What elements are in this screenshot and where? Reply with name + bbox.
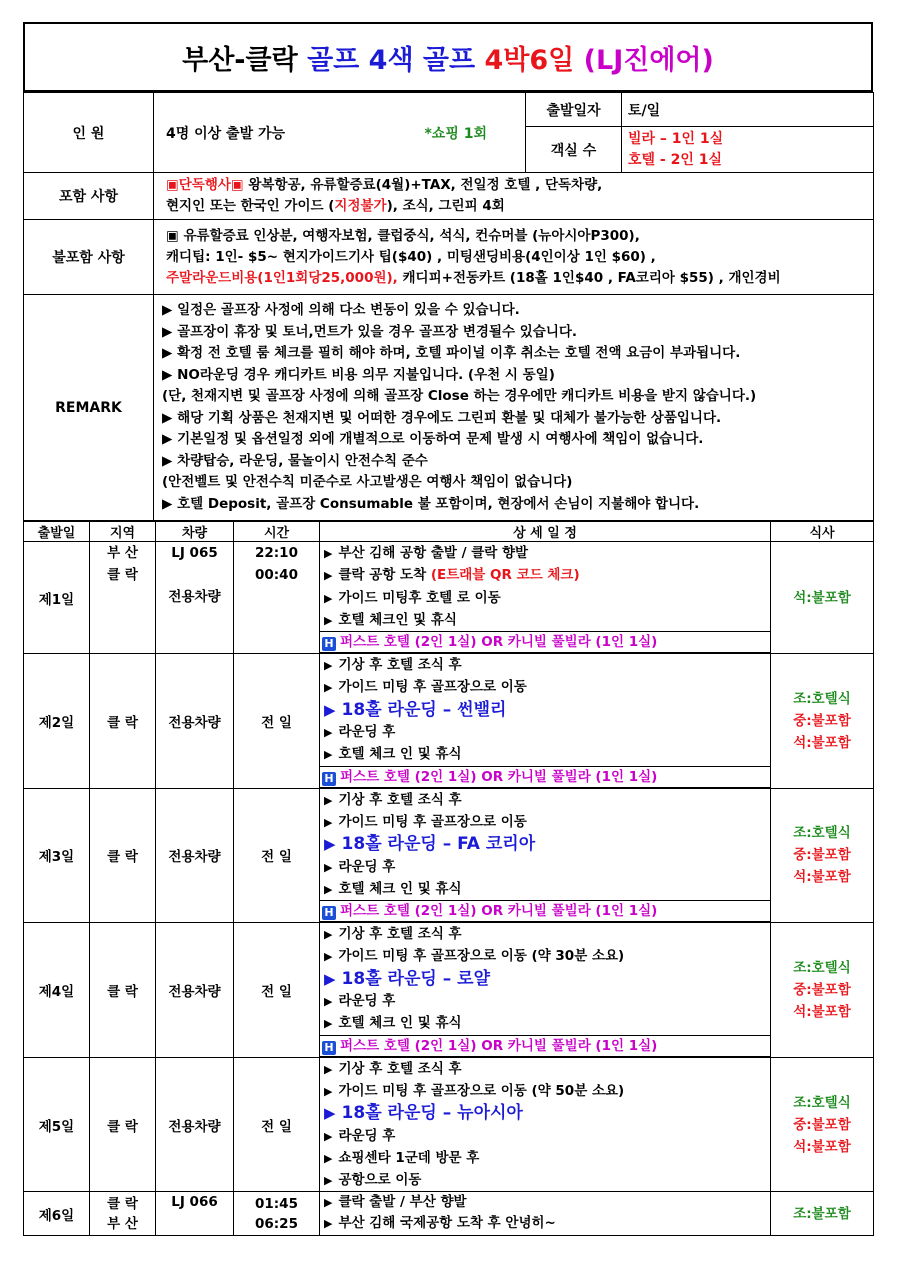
list-item: ▶ 가이드 미팅 후 골프장으로 이동 (약 50분 소요) (320, 1080, 770, 1102)
meal: 조:호텔식 중:불포함 석:불포함 (771, 788, 874, 922)
list-item: ▶ 18홀 라운딩 – 썬밸리 (324, 699, 507, 720)
day-label: 제3일 (24, 788, 90, 922)
people-label: 인 원 (24, 93, 154, 173)
hotel-line: H 퍼스트 호텔 (2인 1실) OR 카니빌 풀빌라 (1인 1실) (320, 900, 770, 922)
list-item: ▶ 기상 후 호텔 조식 후 (320, 923, 770, 945)
time: 전 일 (234, 923, 320, 1057)
list-item: ▶ 클락 공항 도착 (E트래블 QR 코드 체크) (320, 564, 770, 586)
triangle-right-icon: ▶ (324, 591, 333, 605)
triangle-right-icon: ▶ (324, 995, 333, 1009)
triangle-right-icon: ▶ (324, 950, 333, 964)
list-item: ▶ 호텔 체크 인 및 휴식 (320, 743, 770, 765)
hotel-h-icon: H (322, 637, 336, 651)
triangle-right-icon: ▶ (324, 860, 333, 874)
triangle-right-icon: ▶ (324, 1151, 333, 1165)
list-item: ▶ 기상 후 호텔 조식 후 (320, 1058, 770, 1080)
header-detail: 상 세 일 정 (320, 522, 771, 542)
included-label: 포함 사항 (24, 173, 154, 220)
table-row (24, 654, 874, 788)
list-item: ▶ 기상 후 호텔 조식 후 (320, 654, 770, 676)
region: 클 락 (90, 923, 156, 1057)
triangle-right-icon: ▶ (324, 882, 333, 896)
vehicle: LJ 065 전용차량 (156, 542, 234, 654)
list-item: ▶ 부산 김해 공항 출발 / 클락 향발 (320, 542, 770, 564)
triangle-right-icon: ▶ (324, 700, 336, 719)
day-label: 제2일 (24, 654, 90, 788)
remark-line: ▶ 기본일정 및 옵션일정 외에 개별적으로 이동하여 문제 발생 시 여행사에 책임이 없습니다. (162, 431, 704, 447)
triangle-right-icon: ▶ (324, 1129, 333, 1143)
table-row (24, 788, 874, 922)
triangle-right-icon: ▶ (324, 748, 333, 762)
triangle-right-icon: ▶ (324, 726, 333, 740)
remark-line: ▶ NO라운딩 경우 캐디카트 비용 의무 지불입니다. (우천 시 동일) (162, 366, 555, 383)
time: 22:10 00:40 (234, 542, 320, 654)
triangle-right-icon: ▶ (324, 1104, 336, 1123)
region: 클 락 부 산 (90, 1192, 156, 1236)
remark-line: ▶ 골프장이 휴장 및 토너,먼트가 있을 경우 골프장 변경될수 있습니다. (162, 323, 578, 340)
vehicle: LJ 066 (156, 1192, 234, 1236)
vehicle: 전용차량 (156, 923, 234, 1057)
list-item: ▶ 라운딩 후 (320, 990, 770, 1012)
meal: 조:호텔식 중:불포함 석:불포함 (771, 923, 874, 1057)
meal: 조:호텔식 중:불포함 석:불포함 (771, 654, 874, 788)
excluded-label: 불포함 사항 (24, 220, 154, 295)
title-table (23, 22, 873, 92)
list-item: ▶ 기상 후 호텔 조식 후 (320, 789, 770, 811)
region: 클 락 (90, 788, 156, 922)
table-row (24, 923, 874, 1057)
triangle-right-icon: ▶ (324, 569, 333, 583)
remark-line: ▶ 차량탑승, 라운딩, 물놀이시 안전수칙 준수 (162, 452, 428, 469)
remark-line: (안전벨트 및 안전수칙 미준수로 사고발생은 여행사 책임이 없습니다) (162, 474, 573, 490)
remark-line: (단, 천재지변 및 골프장 사정에 의해 골프장 Close 하는 경우에만 캐디카트 비용을 받지 않습니다.) (162, 388, 757, 404)
shopping-note: *쇼핑 1회 (424, 125, 487, 142)
header-region: 지역 (90, 522, 156, 542)
vehicle: 전용차량 (156, 1057, 234, 1192)
hotel-h-icon: H (322, 772, 336, 786)
triangle-right-icon: ▶ (324, 681, 333, 695)
remark-line: ▶ 해당 기획 상품은 천재지변 및 어떠한 경우에도 그린피 환불 및 대체가 불가능한 상품입니다. (162, 409, 722, 426)
info-table (23, 92, 874, 521)
list-item: ▶ 호텔 체크 인 및 휴식 (320, 878, 770, 900)
page-title: 부산-클락 골프 4색 골프 4박6일 (LJ진에어) (24, 23, 872, 91)
list-item: ▶ 18홀 라운딩 – FA 코리아 (324, 834, 536, 855)
day-label: 제1일 (24, 542, 90, 654)
detail (320, 654, 771, 788)
region: 클 락 (90, 1057, 156, 1192)
list-item: ▶ 부산 김해 국제공항 도착 후 안녕히~ (320, 1213, 770, 1234)
triangle-right-icon: ▶ (324, 1217, 333, 1231)
triangle-right-icon: ▶ (324, 1017, 333, 1031)
rooms-label: 객실 수 (526, 127, 622, 173)
table-row (24, 542, 874, 654)
triangle-right-icon: ▶ (324, 1174, 333, 1188)
table-row (24, 1057, 874, 1192)
header-meal: 식사 (771, 522, 874, 542)
header-time: 시간 (234, 522, 320, 542)
list-item: ▶ 라운딩 후 (320, 856, 770, 878)
list-item: ▶ 라운딩 후 (320, 721, 770, 743)
header-vehicle: 차량 (156, 522, 234, 542)
hotel-h-icon: H (322, 1041, 336, 1055)
meal: 조:불포함 (771, 1192, 874, 1236)
departure-value: 토/일 (622, 93, 874, 127)
vehicle: 전용차량 (156, 788, 234, 922)
people-value: 4명 이상 출발 가능 *쇼핑 1회 (154, 93, 526, 173)
time: 전 일 (234, 1057, 320, 1192)
hotel-h-icon: H (322, 906, 336, 920)
triangle-right-icon: ▶ (324, 1062, 333, 1076)
meal: 석:불포함 (771, 542, 874, 654)
list-item: ▶ 18홀 라운딩 – 로얄 (324, 968, 490, 989)
detail (320, 1192, 771, 1236)
list-item: ▶ 호텔 체크 인 및 휴식 (320, 1012, 770, 1034)
region: 부 산 클 락 (90, 542, 156, 654)
hotel-line: H 퍼스트 호텔 (2인 1실) OR 카니빌 풀빌라 (1인 1실) (320, 631, 770, 653)
departure-label: 출발일자 (526, 93, 622, 127)
list-item: ▶ 공항으로 이동 (320, 1169, 770, 1191)
hotel-line: H 퍼스트 호텔 (2인 1실) OR 카니빌 풀빌라 (1인 1실) (320, 766, 770, 788)
hotel-line: H 퍼스트 호텔 (2인 1실) OR 카니빌 풀빌라 (1인 1실) (320, 1035, 770, 1057)
day-label: 제6일 (24, 1192, 90, 1236)
time: 전 일 (234, 654, 320, 788)
detail (320, 1057, 771, 1192)
schedule-header-row (24, 522, 874, 542)
list-item: ▶ 라운딩 후 (320, 1125, 770, 1147)
detail (320, 923, 771, 1057)
included-content: ▣단독행사▣ 왕복항공, 유류할증료(4월)+TAX, 전일정 호텔 , 단독차량, 현지인 또는 한국인 가이드 (지정불가), 조식, 그린피 4회 (154, 173, 874, 220)
day-label: 제5일 (24, 1057, 90, 1192)
region: 클 락 (90, 654, 156, 788)
triangle-right-icon: ▶ (324, 1084, 333, 1098)
triangle-right-icon: ▶ (324, 613, 333, 627)
triangle-right-icon: ▶ (324, 793, 333, 807)
detail (320, 542, 771, 654)
list-item: ▶ 호텔 체크인 및 휴식 (320, 609, 770, 631)
excluded-content: ▣ 유류할증료 인상분, 여행자보험, 클럽중식, 석식, 컨슈머블 (뉴아시아P300), 캐디팁: 1인- $5~ 현지가이드기사 팁($40) , 미팅샌딩비용(4인이상 1인 $60) , 주말라운드비용(1인1회당25,000원), 캐디피+전동카트 (18홀 1인$40 , FA코리아 $55) , 개인경비 (154, 220, 874, 295)
list-item: ▶ 가이드 미팅후 호텔 로 이동 (320, 587, 770, 609)
list-item: ▶ 가이드 미팅 후 골프장으로 이동 (320, 811, 770, 833)
list-item: ▶ 쇼핑센타 1군데 방문 후 (320, 1147, 770, 1169)
header-day: 출발일 (24, 522, 90, 542)
triangle-right-icon: ▶ (324, 815, 333, 829)
triangle-right-icon: ▶ (324, 659, 333, 673)
remark-line: ▶ 일정은 골프장 사정에 의해 다소 변동이 있을 수 있습니다. (162, 302, 520, 318)
triangle-right-icon: ▶ (324, 1196, 333, 1210)
detail (320, 788, 771, 922)
vehicle: 전용차량 (156, 654, 234, 788)
remark-line: ▶ 호텔 Deposit, 골프장 Consumable 불 포함이며, 현장에서 손님이 지불해야 합니다. (162, 495, 700, 512)
list-item: ▶ 18홀 라운딩 – 뉴아시아 (324, 1103, 523, 1124)
remark-content (154, 295, 874, 521)
schedule-table (23, 521, 874, 1236)
triangle-right-icon: ▶ (324, 928, 333, 942)
triangle-right-icon: ▶ (324, 969, 336, 988)
time: 전 일 (234, 788, 320, 922)
rooms-value: 빌라 – 1인 1실 호텔 - 2인 1실 (622, 127, 874, 173)
list-item: ▶ 클락 출발 / 부산 향발 (320, 1192, 770, 1213)
remark-line: ▶ 확정 전 호텔 룸 체크를 필히 해야 하며, 호텔 파이널 이후 취소는 호텔 전액 요금이 부과됩니다. (162, 345, 741, 361)
day-label: 제4일 (24, 923, 90, 1057)
remark-label: REMARK (24, 295, 154, 521)
time: 01:45 06:25 (234, 1192, 320, 1236)
list-item: ▶ 가이드 미팅 후 골프장으로 이동 (320, 676, 770, 698)
meal: 조:호텔식 중:불포함 석:불포함 (771, 1057, 874, 1192)
itinerary-page (23, 22, 873, 1236)
triangle-right-icon: ▶ (324, 835, 336, 854)
triangle-right-icon: ▶ (324, 547, 333, 560)
table-row (24, 1192, 874, 1236)
list-item: ▶ 가이드 미팅 후 골프장으로 이동 (약 30분 소요) (320, 945, 770, 967)
